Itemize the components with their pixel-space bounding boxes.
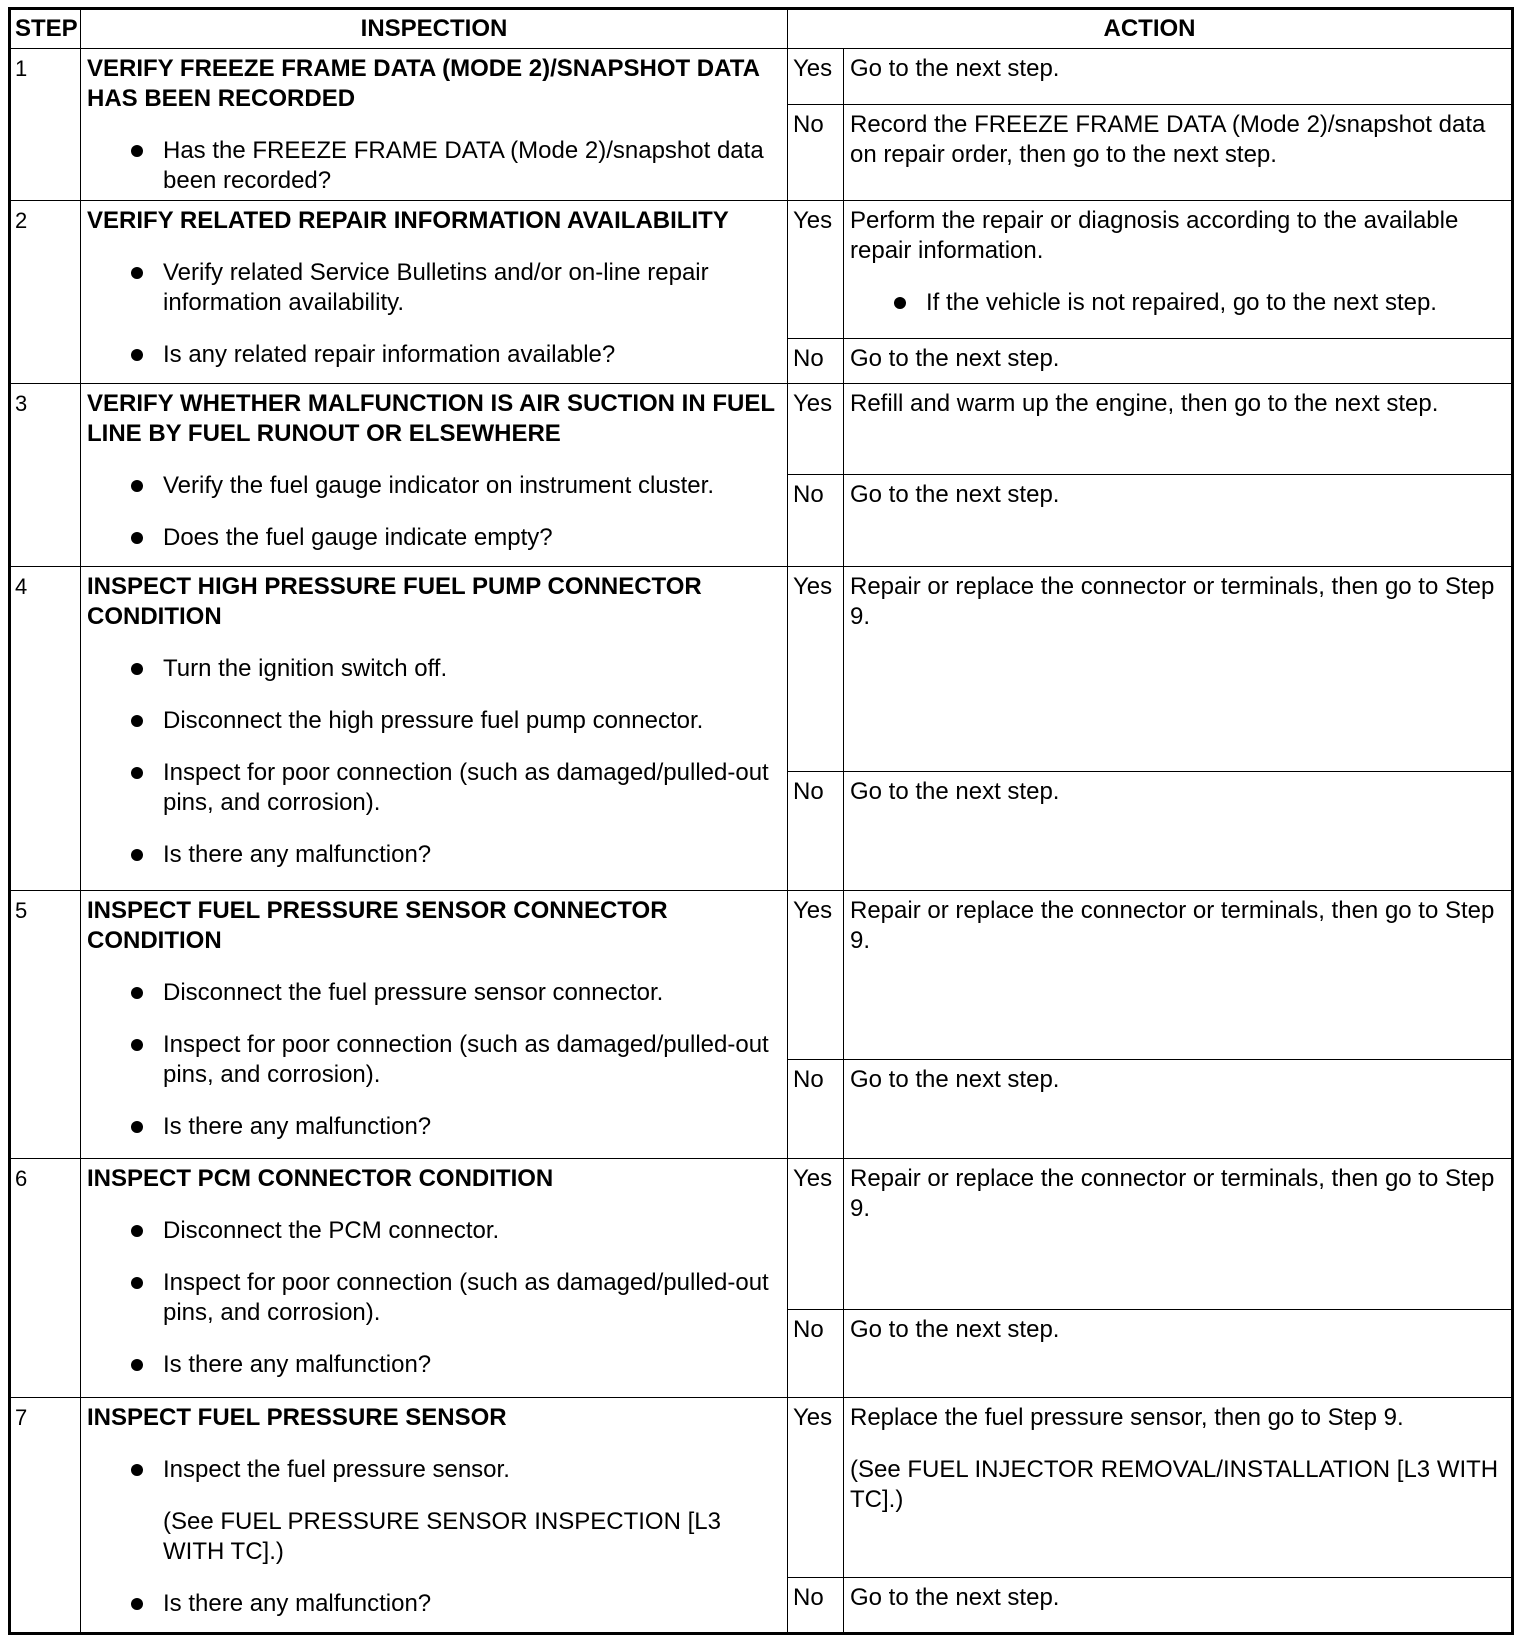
no-label: No: [788, 104, 844, 200]
bullet-icon: [131, 1464, 143, 1476]
step-number: 5: [10, 891, 81, 1159]
step-row-7-yes: [10, 1398, 1513, 1578]
diagnostic-procedure-table: [8, 7, 1514, 1635]
inspection-title: INSPECT HIGH PRESSURE FUEL PUMP CONNECTOR CONDITION: [87, 573, 702, 630]
bullet-icon: [131, 480, 143, 492]
inspection-bullet: Disconnect the fuel pressure sensor connector.: [87, 978, 781, 1008]
inspection-title: INSPECT FUEL PRESSURE SENSOR: [87, 1404, 507, 1431]
inspection-bullet: Is there any malfunction?: [87, 1112, 781, 1142]
bullet-icon: [131, 663, 143, 675]
step-row-4-yes: [10, 567, 1513, 772]
yes-label: Yes: [788, 49, 844, 105]
inspection-title: INSPECT FUEL PRESSURE SENSOR CONNECTOR CONDITION: [87, 897, 668, 954]
no-action: Go to the next step.: [844, 1578, 1513, 1634]
yes-label: Yes: [788, 1159, 844, 1310]
bullet-icon: [131, 532, 143, 544]
bullet-icon: [894, 297, 906, 309]
no-action: Go to the next step.: [844, 1310, 1513, 1398]
step-row-6-yes: [10, 1159, 1513, 1310]
inspection-bullet: Does the fuel gauge indicate empty?: [87, 523, 781, 553]
yes-label: Yes: [788, 201, 844, 339]
yes-action: Replace the fuel pressure sensor, then go to Step 9. (See FUEL INJECTOR REMOVAL/INSTALLATION [L3 WITH TC].): [844, 1398, 1513, 1578]
bullet-icon: [131, 849, 143, 861]
inspection-cell: [81, 1398, 788, 1634]
inspection-bullet: Inspect the fuel pressure sensor.: [87, 1455, 781, 1485]
inspection-title: VERIFY FREEZE FRAME DATA (MODE 2)/SNAPSHOT DATA HAS BEEN RECORDED: [87, 55, 760, 112]
no-action: Go to the next step.: [844, 475, 1513, 567]
inspection-title: INSPECT PCM CONNECTOR CONDITION: [87, 1165, 554, 1192]
step-number: 4: [10, 567, 81, 891]
no-action: Go to the next step.: [844, 772, 1513, 891]
bullet-icon: [131, 1598, 143, 1610]
step-row-2-yes: [10, 201, 1513, 339]
yes-action: Refill and warm up the engine, then go to the next step.: [844, 384, 1513, 475]
yes-label: Yes: [788, 384, 844, 475]
inspection-bullet: Inspect for poor connection (such as damaged/pulled-out pins, and corrosion).: [87, 1268, 781, 1328]
no-label: No: [788, 339, 844, 384]
inspection-cell: [81, 1159, 788, 1398]
action-bullet: If the vehicle is not repaired, go to the next step.: [850, 288, 1505, 318]
inspection-bullet: Inspect for poor connection (such as damaged/pulled-out pins, and corrosion).: [87, 1030, 781, 1090]
inspection-cell: [81, 201, 788, 384]
inspection-bullet: Inspect for poor connection (such as damaged/pulled-out pins, and corrosion).: [87, 758, 781, 818]
no-action: Go to the next step.: [844, 339, 1513, 384]
inspection-cell: [81, 891, 788, 1159]
no-action: Record the FREEZE FRAME DATA (Mode 2)/snapshot data on repair order, then go to the next step.: [844, 104, 1513, 200]
bullet-icon: [131, 987, 143, 999]
bullet-icon: [131, 1121, 143, 1133]
step-row-3-yes: [10, 384, 1513, 475]
table-header-row: [10, 9, 1513, 49]
no-label: No: [788, 1578, 844, 1634]
step-number: 3: [10, 384, 81, 567]
bullet-icon: [131, 1277, 143, 1289]
no-label: No: [788, 1060, 844, 1159]
yes-label: Yes: [788, 567, 844, 772]
bullet-icon: [131, 1359, 143, 1371]
bullet-icon: [131, 715, 143, 727]
no-label: No: [788, 1310, 844, 1398]
bullet-icon: [131, 349, 143, 361]
inspection-bullet: Is there any malfunction?: [87, 840, 781, 870]
inspection-bullet: Is there any malfunction?: [87, 1589, 781, 1619]
bullet-icon: [131, 145, 143, 157]
no-label: No: [788, 772, 844, 891]
inspection-bullet: Verify the fuel gauge indicator on instrument cluster.: [87, 471, 781, 501]
header-inspection: INSPECTION: [81, 9, 788, 49]
step-number: 1: [10, 49, 81, 201]
bullet-icon: [131, 1039, 143, 1051]
inspection-title: VERIFY WHETHER MALFUNCTION IS AIR SUCTION IN FUEL LINE BY FUEL RUNOUT OR ELSEWHERE: [87, 390, 775, 447]
bullet-icon: [131, 1225, 143, 1237]
inspection-bullet: Is there any malfunction?: [87, 1350, 781, 1380]
yes-action: Repair or replace the connector or terminals, then go to Step 9.: [844, 567, 1513, 772]
inspection-bullet: Turn the ignition switch off.: [87, 654, 781, 684]
inspection-reference-note: (See FUEL PRESSURE SENSOR INSPECTION [L3 WITH TC].): [163, 1508, 721, 1565]
inspection-cell: [81, 49, 788, 201]
bullet-icon: [131, 767, 143, 779]
inspection-bullet: Has the FREEZE FRAME DATA (Mode 2)/snapshot data been recorded?: [87, 136, 781, 196]
no-label: No: [788, 475, 844, 567]
yes-action: Repair or replace the connector or terminals, then go to Step 9.: [844, 891, 1513, 1060]
yes-action: Perform the repair or diagnosis according to the available repair information. If the vehicle is not repaired, go to the next step.: [844, 201, 1513, 339]
yes-label: Yes: [788, 891, 844, 1060]
inspection-bullet: Disconnect the PCM connector.: [87, 1216, 781, 1246]
action-reference-note: (See FUEL INJECTOR REMOVAL/INSTALLATION [L3 WITH TC].): [850, 1456, 1499, 1513]
bullet-icon: [131, 267, 143, 279]
header-step: STEP: [10, 9, 81, 49]
yes-action: Go to the next step.: [844, 49, 1513, 105]
inspection-title: VERIFY RELATED REPAIR INFORMATION AVAILABILITY: [87, 207, 729, 234]
inspection-bullet: Is any related repair information available?: [87, 340, 781, 370]
yes-label: Yes: [788, 1398, 844, 1578]
inspection-bullet: Disconnect the high pressure fuel pump connector.: [87, 706, 781, 736]
step-number: 6: [10, 1159, 81, 1398]
step-number: 7: [10, 1398, 81, 1634]
yes-action: Repair or replace the connector or terminals, then go to Step 9.: [844, 1159, 1513, 1310]
inspection-cell: [81, 567, 788, 891]
inspection-cell: [81, 384, 788, 567]
step-row-1-yes: [10, 49, 1513, 105]
step-row-5-yes: [10, 891, 1513, 1060]
inspection-bullet: Verify related Service Bulletins and/or on-line repair information availability.: [87, 258, 781, 318]
no-action: Go to the next step.: [844, 1060, 1513, 1159]
header-action: ACTION: [788, 9, 1513, 49]
step-number: 2: [10, 201, 81, 384]
